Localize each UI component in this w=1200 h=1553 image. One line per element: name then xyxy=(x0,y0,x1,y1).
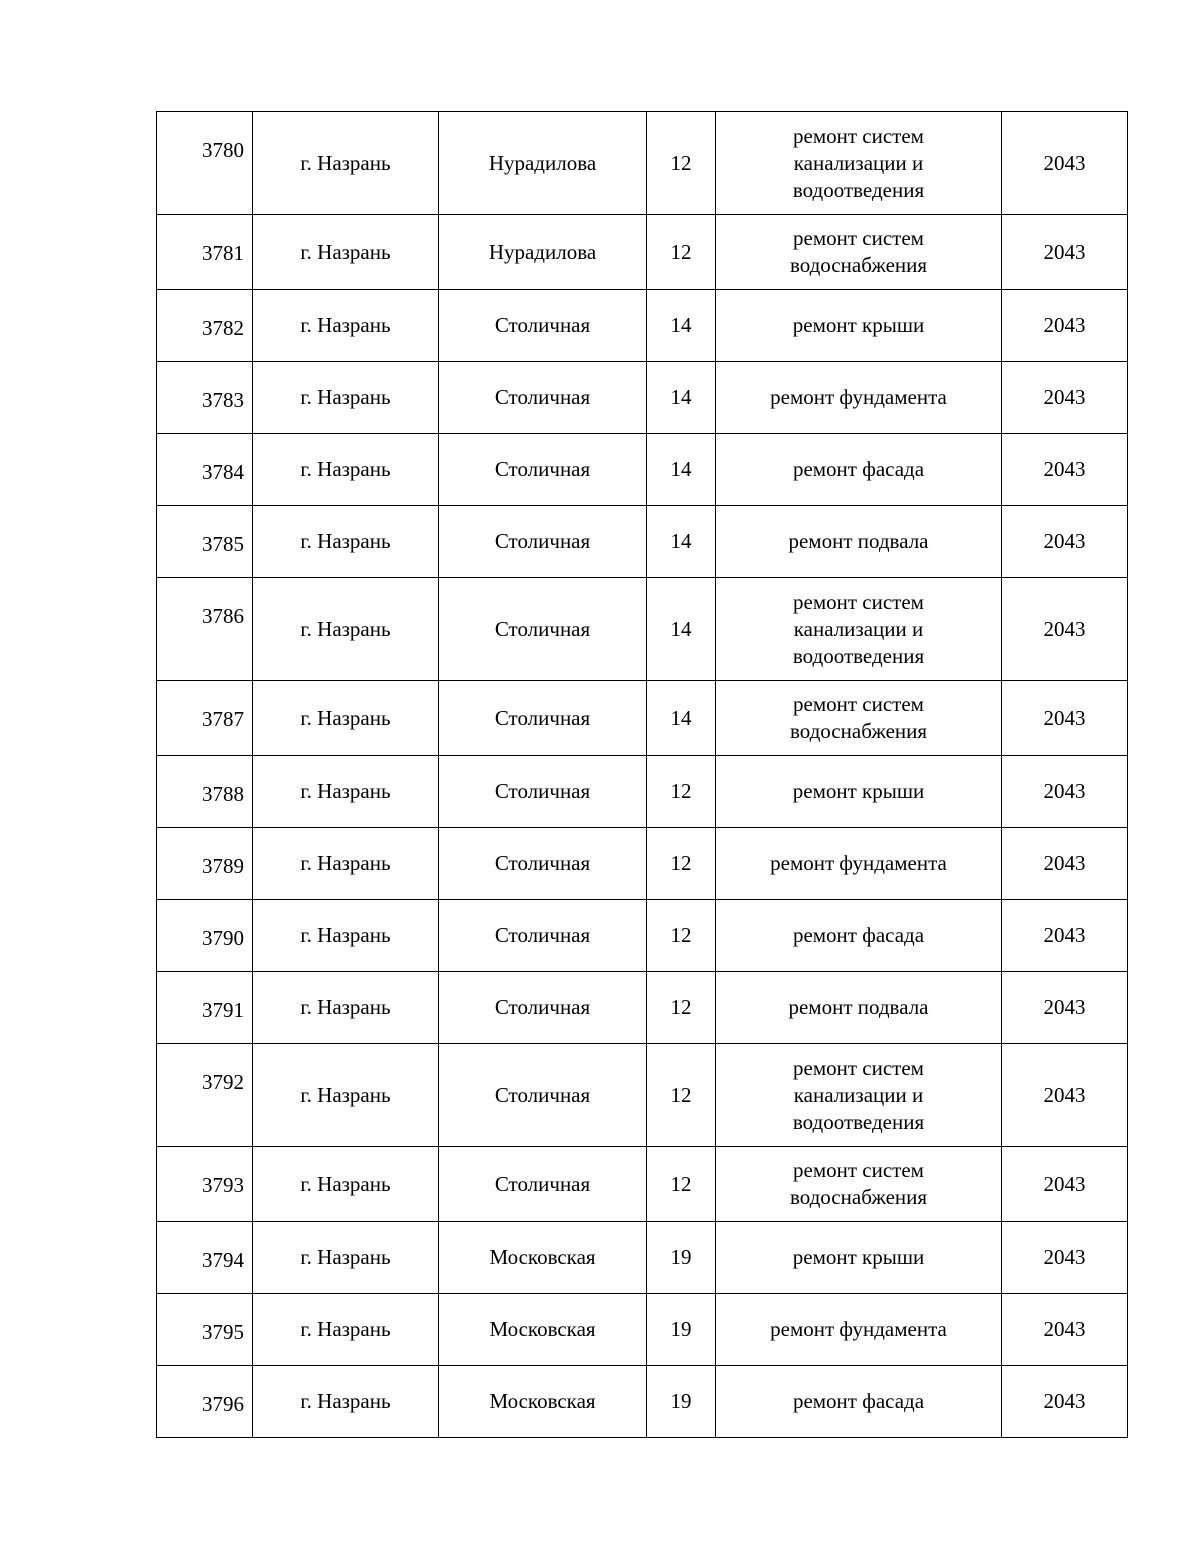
city-cell: г. Назрань xyxy=(253,578,439,681)
row-number: 3782 xyxy=(157,290,253,362)
year-cell: 2043 xyxy=(1002,434,1128,506)
row-number: 3787 xyxy=(157,681,253,756)
table-row xyxy=(157,506,1128,578)
city-cell: г. Назрань xyxy=(253,972,439,1044)
work-type-cell: ремонт крыши xyxy=(716,290,1002,362)
house-cell: 19 xyxy=(647,1294,716,1366)
table-row xyxy=(157,1366,1128,1438)
row-number: 3795 xyxy=(157,1294,253,1366)
year-cell: 2043 xyxy=(1002,756,1128,828)
row-number: 3796 xyxy=(157,1366,253,1438)
house-cell: 12 xyxy=(647,215,716,290)
house-cell: 12 xyxy=(647,1044,716,1147)
table-row xyxy=(157,578,1128,681)
city-cell: г. Назрань xyxy=(253,1294,439,1366)
house-cell: 14 xyxy=(647,434,716,506)
table-row xyxy=(157,434,1128,506)
street-cell: Столичная xyxy=(439,900,647,972)
city-cell: г. Назрань xyxy=(253,1147,439,1222)
row-number: 3788 xyxy=(157,756,253,828)
city-cell: г. Назрань xyxy=(253,900,439,972)
table-row xyxy=(157,756,1128,828)
year-cell: 2043 xyxy=(1002,215,1128,290)
street-cell: Нурадилова xyxy=(439,215,647,290)
work-type-cell: ремонт крыши xyxy=(716,1222,1002,1294)
street-cell: Столичная xyxy=(439,506,647,578)
work-type-cell: ремонт систем канализации и водоотведения xyxy=(716,578,1002,681)
house-cell: 14 xyxy=(647,290,716,362)
year-cell: 2043 xyxy=(1002,362,1128,434)
city-cell: г. Назрань xyxy=(253,1366,439,1438)
table-row xyxy=(157,112,1128,215)
table-row xyxy=(157,290,1128,362)
table-row xyxy=(157,1294,1128,1366)
row-number: 3783 xyxy=(157,362,253,434)
table-row xyxy=(157,828,1128,900)
year-cell: 2043 xyxy=(1002,972,1128,1044)
year-cell: 2043 xyxy=(1002,290,1128,362)
row-number: 3791 xyxy=(157,972,253,1044)
work-type-cell: ремонт фасада xyxy=(716,1366,1002,1438)
street-cell: Столичная xyxy=(439,972,647,1044)
table-row xyxy=(157,900,1128,972)
house-cell: 12 xyxy=(647,972,716,1044)
year-cell: 2043 xyxy=(1002,681,1128,756)
row-number: 3780 xyxy=(157,112,253,215)
row-number: 3794 xyxy=(157,1222,253,1294)
street-cell: Московская xyxy=(439,1366,647,1438)
city-cell: г. Назрань xyxy=(253,506,439,578)
work-type-cell: ремонт систем канализации и водоотведения xyxy=(716,1044,1002,1147)
city-cell: г. Назрань xyxy=(253,290,439,362)
table-body xyxy=(157,112,1128,1438)
work-type-cell: ремонт фундамента xyxy=(716,362,1002,434)
house-cell: 14 xyxy=(647,362,716,434)
street-cell: Столичная xyxy=(439,1147,647,1222)
table-row xyxy=(157,1222,1128,1294)
house-cell: 12 xyxy=(647,112,716,215)
year-cell: 2043 xyxy=(1002,900,1128,972)
row-number: 3789 xyxy=(157,828,253,900)
work-type-cell: ремонт систем канализации и водоотведения xyxy=(716,112,1002,215)
city-cell: г. Назрань xyxy=(253,112,439,215)
year-cell: 2043 xyxy=(1002,506,1128,578)
house-cell: 12 xyxy=(647,828,716,900)
work-type-cell: ремонт фундамента xyxy=(716,828,1002,900)
house-cell: 14 xyxy=(647,681,716,756)
table-row xyxy=(157,362,1128,434)
work-type-cell: ремонт систем водоснабжения xyxy=(716,681,1002,756)
row-number: 3792 xyxy=(157,1044,253,1147)
work-type-cell: ремонт систем водоснабжения xyxy=(716,215,1002,290)
city-cell: г. Назрань xyxy=(253,828,439,900)
house-cell: 19 xyxy=(647,1366,716,1438)
street-cell: Столичная xyxy=(439,756,647,828)
work-type-cell: ремонт систем водоснабжения xyxy=(716,1147,1002,1222)
year-cell: 2043 xyxy=(1002,578,1128,681)
city-cell: г. Назрань xyxy=(253,681,439,756)
year-cell: 2043 xyxy=(1002,1044,1128,1147)
city-cell: г. Назрань xyxy=(253,215,439,290)
house-cell: 14 xyxy=(647,506,716,578)
work-type-cell: ремонт крыши xyxy=(716,756,1002,828)
work-type-cell: ремонт подвала xyxy=(716,506,1002,578)
table-row xyxy=(157,1147,1128,1222)
street-cell: Столичная xyxy=(439,578,647,681)
year-cell: 2043 xyxy=(1002,1366,1128,1438)
city-cell: г. Назрань xyxy=(253,1222,439,1294)
table-row xyxy=(157,972,1128,1044)
year-cell: 2043 xyxy=(1002,828,1128,900)
street-cell: Столичная xyxy=(439,434,647,506)
city-cell: г. Назрань xyxy=(253,1044,439,1147)
table-row xyxy=(157,681,1128,756)
work-type-cell: ремонт фасада xyxy=(716,434,1002,506)
year-cell: 2043 xyxy=(1002,1222,1128,1294)
table-row xyxy=(157,1044,1128,1147)
city-cell: г. Назрань xyxy=(253,434,439,506)
house-cell: 12 xyxy=(647,1147,716,1222)
city-cell: г. Назрань xyxy=(253,756,439,828)
row-number: 3793 xyxy=(157,1147,253,1222)
work-type-cell: ремонт подвала xyxy=(716,972,1002,1044)
house-cell: 19 xyxy=(647,1222,716,1294)
city-cell: г. Назрань xyxy=(253,362,439,434)
street-cell: Нурадилова xyxy=(439,112,647,215)
year-cell: 2043 xyxy=(1002,1294,1128,1366)
row-number: 3786 xyxy=(157,578,253,681)
street-cell: Столичная xyxy=(439,1044,647,1147)
house-cell: 12 xyxy=(647,900,716,972)
street-cell: Московская xyxy=(439,1294,647,1366)
house-cell: 14 xyxy=(647,578,716,681)
work-type-cell: ремонт фасада xyxy=(716,900,1002,972)
table-row xyxy=(157,215,1128,290)
street-cell: Столичная xyxy=(439,681,647,756)
street-cell: Столичная xyxy=(439,362,647,434)
row-number: 3790 xyxy=(157,900,253,972)
year-cell: 2043 xyxy=(1002,112,1128,215)
work-type-cell: ремонт фундамента xyxy=(716,1294,1002,1366)
street-cell: Столичная xyxy=(439,290,647,362)
row-number: 3781 xyxy=(157,215,253,290)
row-number: 3785 xyxy=(157,506,253,578)
year-cell: 2043 xyxy=(1002,1147,1128,1222)
street-cell: Столичная xyxy=(439,828,647,900)
repair-schedule-table xyxy=(156,111,1128,1438)
row-number: 3784 xyxy=(157,434,253,506)
street-cell: Московская xyxy=(439,1222,647,1294)
house-cell: 12 xyxy=(647,756,716,828)
